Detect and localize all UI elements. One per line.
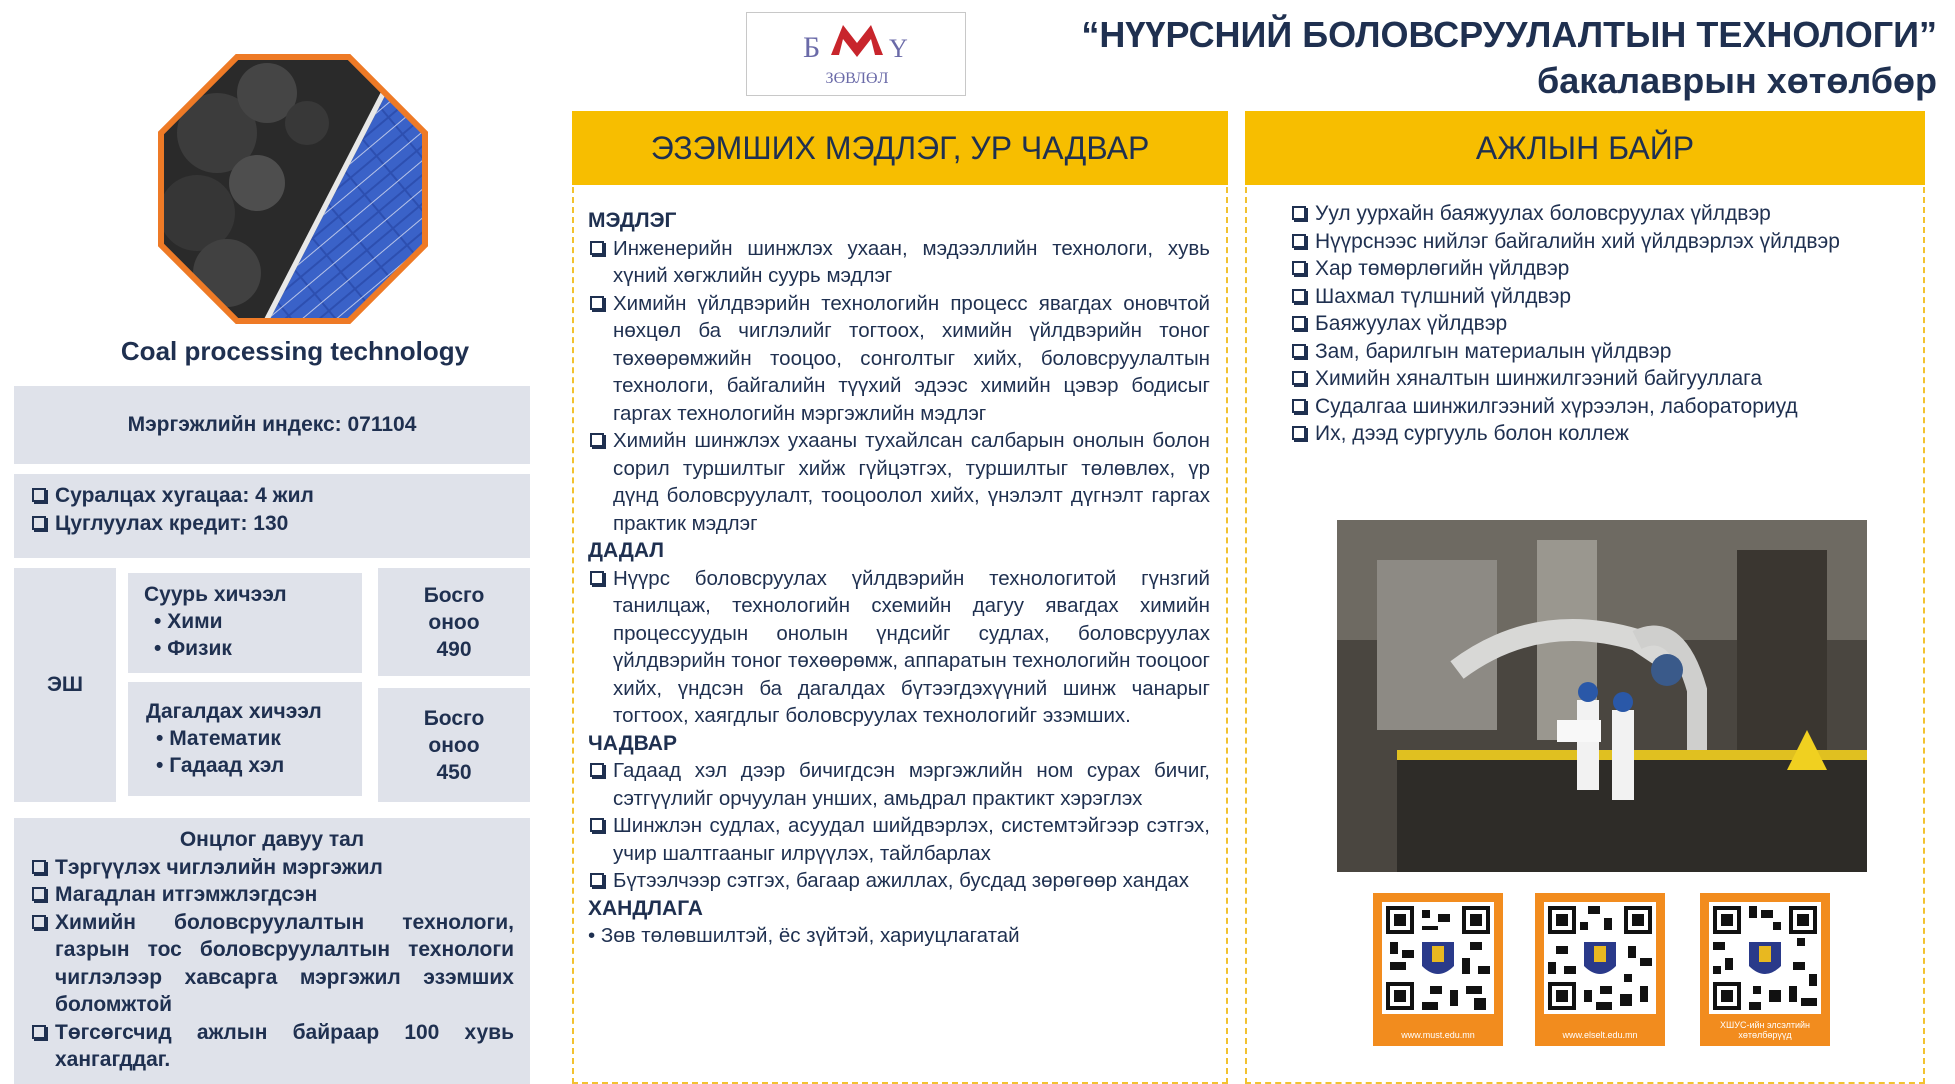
program-title: “НҮҮРСНИЙ БОЛОВСРУУЛАЛТЫН ТЕХНОЛОГИ” xyxy=(1081,14,1937,55)
advantages-panel: Онцлог давуу тал Тэргүүлэх чиглэлийн мэргэжил Магадлан итгэмжлэгдсэн Химийн боловсруулалтын технологи, газрын тос боловсруулалтын технологи чиглэлээр хавсарга мэргэжил эзэмших боломжтой Төгсөгсчид ажлын байраар 100 хувь хангагддаг. xyxy=(14,818,530,1084)
checkbox-icon xyxy=(1292,399,1306,413)
exam-label: ЭШ xyxy=(14,568,116,802)
checkbox-icon xyxy=(1292,316,1306,330)
checkbox-icon xyxy=(32,915,46,929)
plant-photo xyxy=(1337,520,1867,872)
svg-text:Б: Б xyxy=(803,31,821,64)
checkbox-icon xyxy=(32,1025,46,1039)
checkbox-icon xyxy=(1292,206,1306,220)
checkbox-icon xyxy=(590,241,604,255)
qr-label: www.must.edu.mn xyxy=(1401,1030,1475,1040)
checkbox-icon xyxy=(1292,371,1306,385)
threshold-score-core: Босго оноо 490 xyxy=(378,568,530,676)
skills-heading: ЭЗЭМШИХ МЭДЛЭГ, УР ЧАДВАР xyxy=(572,111,1228,185)
checkbox-icon xyxy=(1292,289,1306,303)
logo-subtitle: ЗӨВЛӨЛ xyxy=(825,70,889,87)
auxiliary-subjects: Дагалдах хичээл • Математик • Гадаад хэл xyxy=(128,682,362,796)
image-caption: Coal processing technology xyxy=(120,336,470,366)
section-title: ДАДАЛ xyxy=(588,539,665,562)
section-title: МЭДЛЭГ xyxy=(588,209,677,232)
qr-code-icon xyxy=(1382,902,1494,1014)
qr-code-programs[interactable] xyxy=(1700,893,1830,1046)
coal-solar-image xyxy=(157,53,429,325)
attitude-item: • Зөв төлөвшилтэй, ёс зүйтэй, хариуцлагатай xyxy=(588,924,1020,947)
advantages-title: Онцлог давуу тал xyxy=(179,828,365,851)
jobs-heading: АЖЛЫН БАЙР xyxy=(1245,111,1925,185)
checkbox-icon xyxy=(32,887,46,901)
qr-label: www.elselt.edu.mn xyxy=(1562,1030,1638,1040)
qr-code-must[interactable] xyxy=(1373,893,1503,1046)
checkbox-icon xyxy=(32,488,46,502)
checkbox-icon xyxy=(1292,261,1306,275)
checkbox-icon xyxy=(590,763,604,777)
threshold-score-aux: Босго оноо 450 xyxy=(378,688,530,802)
section-title: ХАНДЛАГА xyxy=(588,896,703,920)
qr-label: ХШУС-ийн элсэлтийн хөтөлбөрүүд xyxy=(1719,1020,1811,1040)
checkbox-icon xyxy=(1292,426,1306,440)
checkbox-icon xyxy=(1292,344,1306,358)
checkbox-icon xyxy=(590,873,604,887)
checkbox-icon xyxy=(32,516,46,530)
study-info: Суралцах хугацаа: 4 жил Цуглуулах кредит: 130 xyxy=(14,474,530,558)
qr-code-icon xyxy=(1709,902,1821,1014)
university-logo xyxy=(746,12,966,96)
checkbox-icon xyxy=(590,571,604,585)
program-subtitle: бакалаврын хөтөлбөр xyxy=(1536,60,1937,101)
core-subjects: Суурь хичээл • Хими • Физик xyxy=(128,573,362,673)
qr-code-elselt[interactable] xyxy=(1535,893,1665,1046)
checkbox-icon xyxy=(32,860,46,874)
jobs-list: Уул уурхайн баяжуулах боловсруулах үйлдвэр Нүүрснээс нийлэг байгалийн хий үйлдвэрлэх үйлдвэр Хар төмөрлөгийн үйлдвэр Шахмал түлшний үйлдвэр Баяжуулах үйлдвэр Зам, барилгын материалын үйлдвэр Химийн хяналтын шинжилгээний байгууллага Судалгаа шинжилгээний хүрээлэн, лабораториуд Их, дээд сургууль болон коллеж xyxy=(1290,200,1880,448)
checkbox-icon xyxy=(590,296,604,310)
section-title: ЧАДВАР xyxy=(588,731,677,755)
checkbox-icon xyxy=(1292,234,1306,248)
svg-text:Ү: Ү xyxy=(889,34,908,63)
major-index: Мэргэжлийн индекс: 071104 xyxy=(14,386,530,464)
skills-panel: МЭДЛЭГ Инженерийн шинжлэх ухаан, мэдээллийн технологи, хувь хүний хөгжлийн суурь мэдлэг Химийн үйлдвэрийн технологийн процесс явагдах оновчтой нөхцөл ба чиглэлийг тогтоох, химийн үйлдвэрийн тоног төхөөрөмжийн тооцоо, сонголтыг хийх, боловсруулалтын технологи, байгалийн түүхий эдээс химийн цэвэр бодисыг гаргах технологийн мэргэжлийн мэдлэг Химийн шинжлэх ухааны тухайлсан салбарын онолын болон сорил туршилтыг хийж гүйцэтгэх, туршилтыг төлөвлөх, үр дүнд боловсруулалт, тооцоолол хийх, үнэлэлт дүгнэлт гаргах практик мэдлэг ДАДАЛ Нүүрс боловсруулах үйлдвэрийн технологитой гүнзгий танилцаж, технологийн схемийн дагуу явагдах химийн процессуудын онолын үндсийг судлах, боловсруулах үйлдвэрийн тоног төхөөрөмж, аппаратын технологийн тооцоог хийх, үндсэн ба дагалдах бүтээгдэхүүний шинж чанарыг тогтоох, хаягдлыг боловсруулах технологийг эзэмших. ЧАДВАР Гадаад хэл дээр бичигдсэн мэргэжлийн ном сурах бичиг, сэтгүүлийг орчуулан унших, амьдрал практикт хэрэглэх Шинжлэн судлах, асуудал шийдвэрлэх, системтэйгээр сэтгэх, учир шалтгааныг илрүүлэх, тайлбарлах Бүтээлчээр сэтгэх, багаар ажиллах, бусдад зөрөгөөр хандах ХАНДЛАГА • Зөв төлөвшилтэй, ёс зүйтэй, хариуцлагатай xyxy=(572,187,1228,1084)
checkbox-icon xyxy=(590,818,604,832)
qr-code-icon xyxy=(1544,902,1656,1014)
checkbox-icon xyxy=(590,433,604,447)
